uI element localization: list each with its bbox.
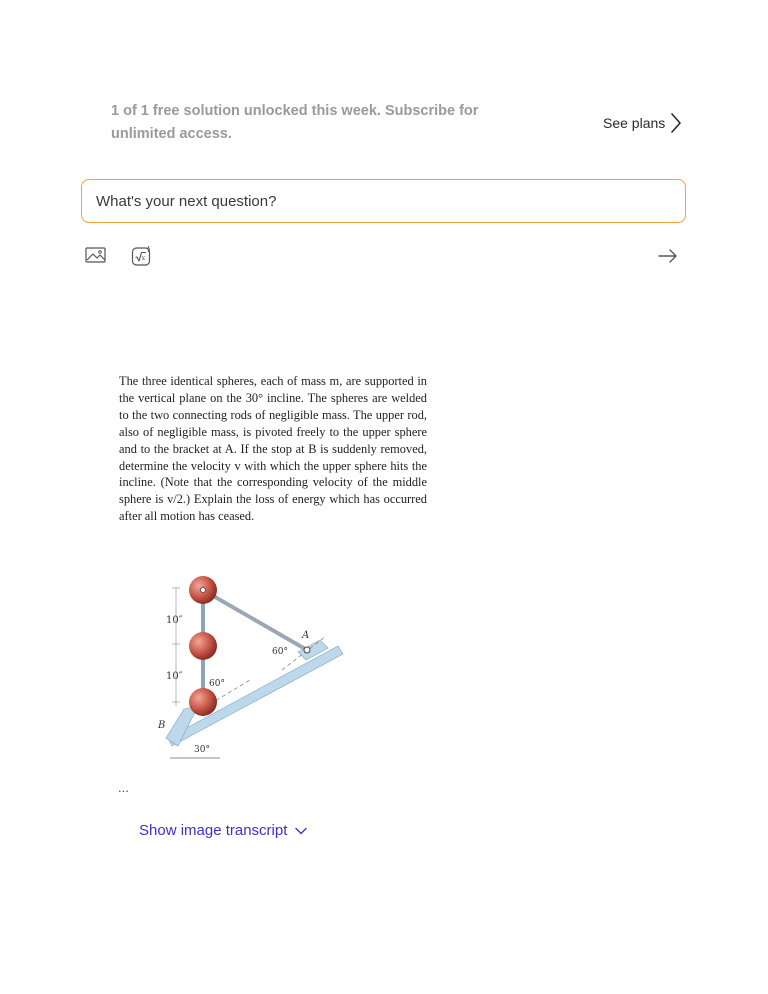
problem-statement: The three identical spheres, each of mass m, are supported in the vertical plane on the 30° incline. The spheres are welded to the two connecting rods of negligible mass. The upper rod, also of negligible mass, is pivoted freely to the upper sphere and to the bracket at A. If the stop at B is suddenly removed, determine the velocity v with which the upper sphere hits the incline. (Note that the corresponding velocity of the middle sphere is v/2.) Explain the loss of energy which has occurred after all motion has ceased. — [119, 374, 427, 524]
subscription-banner-text: 1 of 1 free solution unlocked this week. Subscribe for unlimited access. — [111, 103, 479, 142]
arrow-right-icon[interactable] — [657, 247, 679, 265]
see-plans-link[interactable] — [603, 112, 683, 134]
svg-text:x: x — [141, 254, 146, 262]
pivot-a — [304, 647, 310, 653]
problem-figure — [150, 568, 350, 768]
angle-rod-label: 60° — [272, 647, 288, 657]
show-transcript-button[interactable] — [139, 822, 307, 839]
chevron-down-icon — [295, 827, 307, 835]
dim-upper-label: 10″ — [166, 615, 183, 626]
sphere-bottom — [189, 688, 217, 716]
angle-lower-label: 60° — [209, 679, 225, 689]
ellipsis: ... — [118, 780, 129, 795]
sphere-middle — [189, 632, 217, 660]
angle-incline-label: 30° — [194, 745, 210, 755]
see-plans-label: See plans — [603, 115, 666, 131]
question-input[interactable] — [94, 192, 673, 211]
question-box[interactable] — [81, 179, 686, 223]
show-transcript-label: Show image transcript — [139, 822, 288, 839]
label-a: A — [302, 630, 310, 641]
math-keyboard-icon[interactable] — [131, 245, 153, 267]
dim-lower-label: 10″ — [166, 671, 183, 682]
chevron-right-icon — [669, 112, 683, 134]
image-icon[interactable] — [85, 246, 107, 264]
label-b: B — [158, 720, 166, 731]
